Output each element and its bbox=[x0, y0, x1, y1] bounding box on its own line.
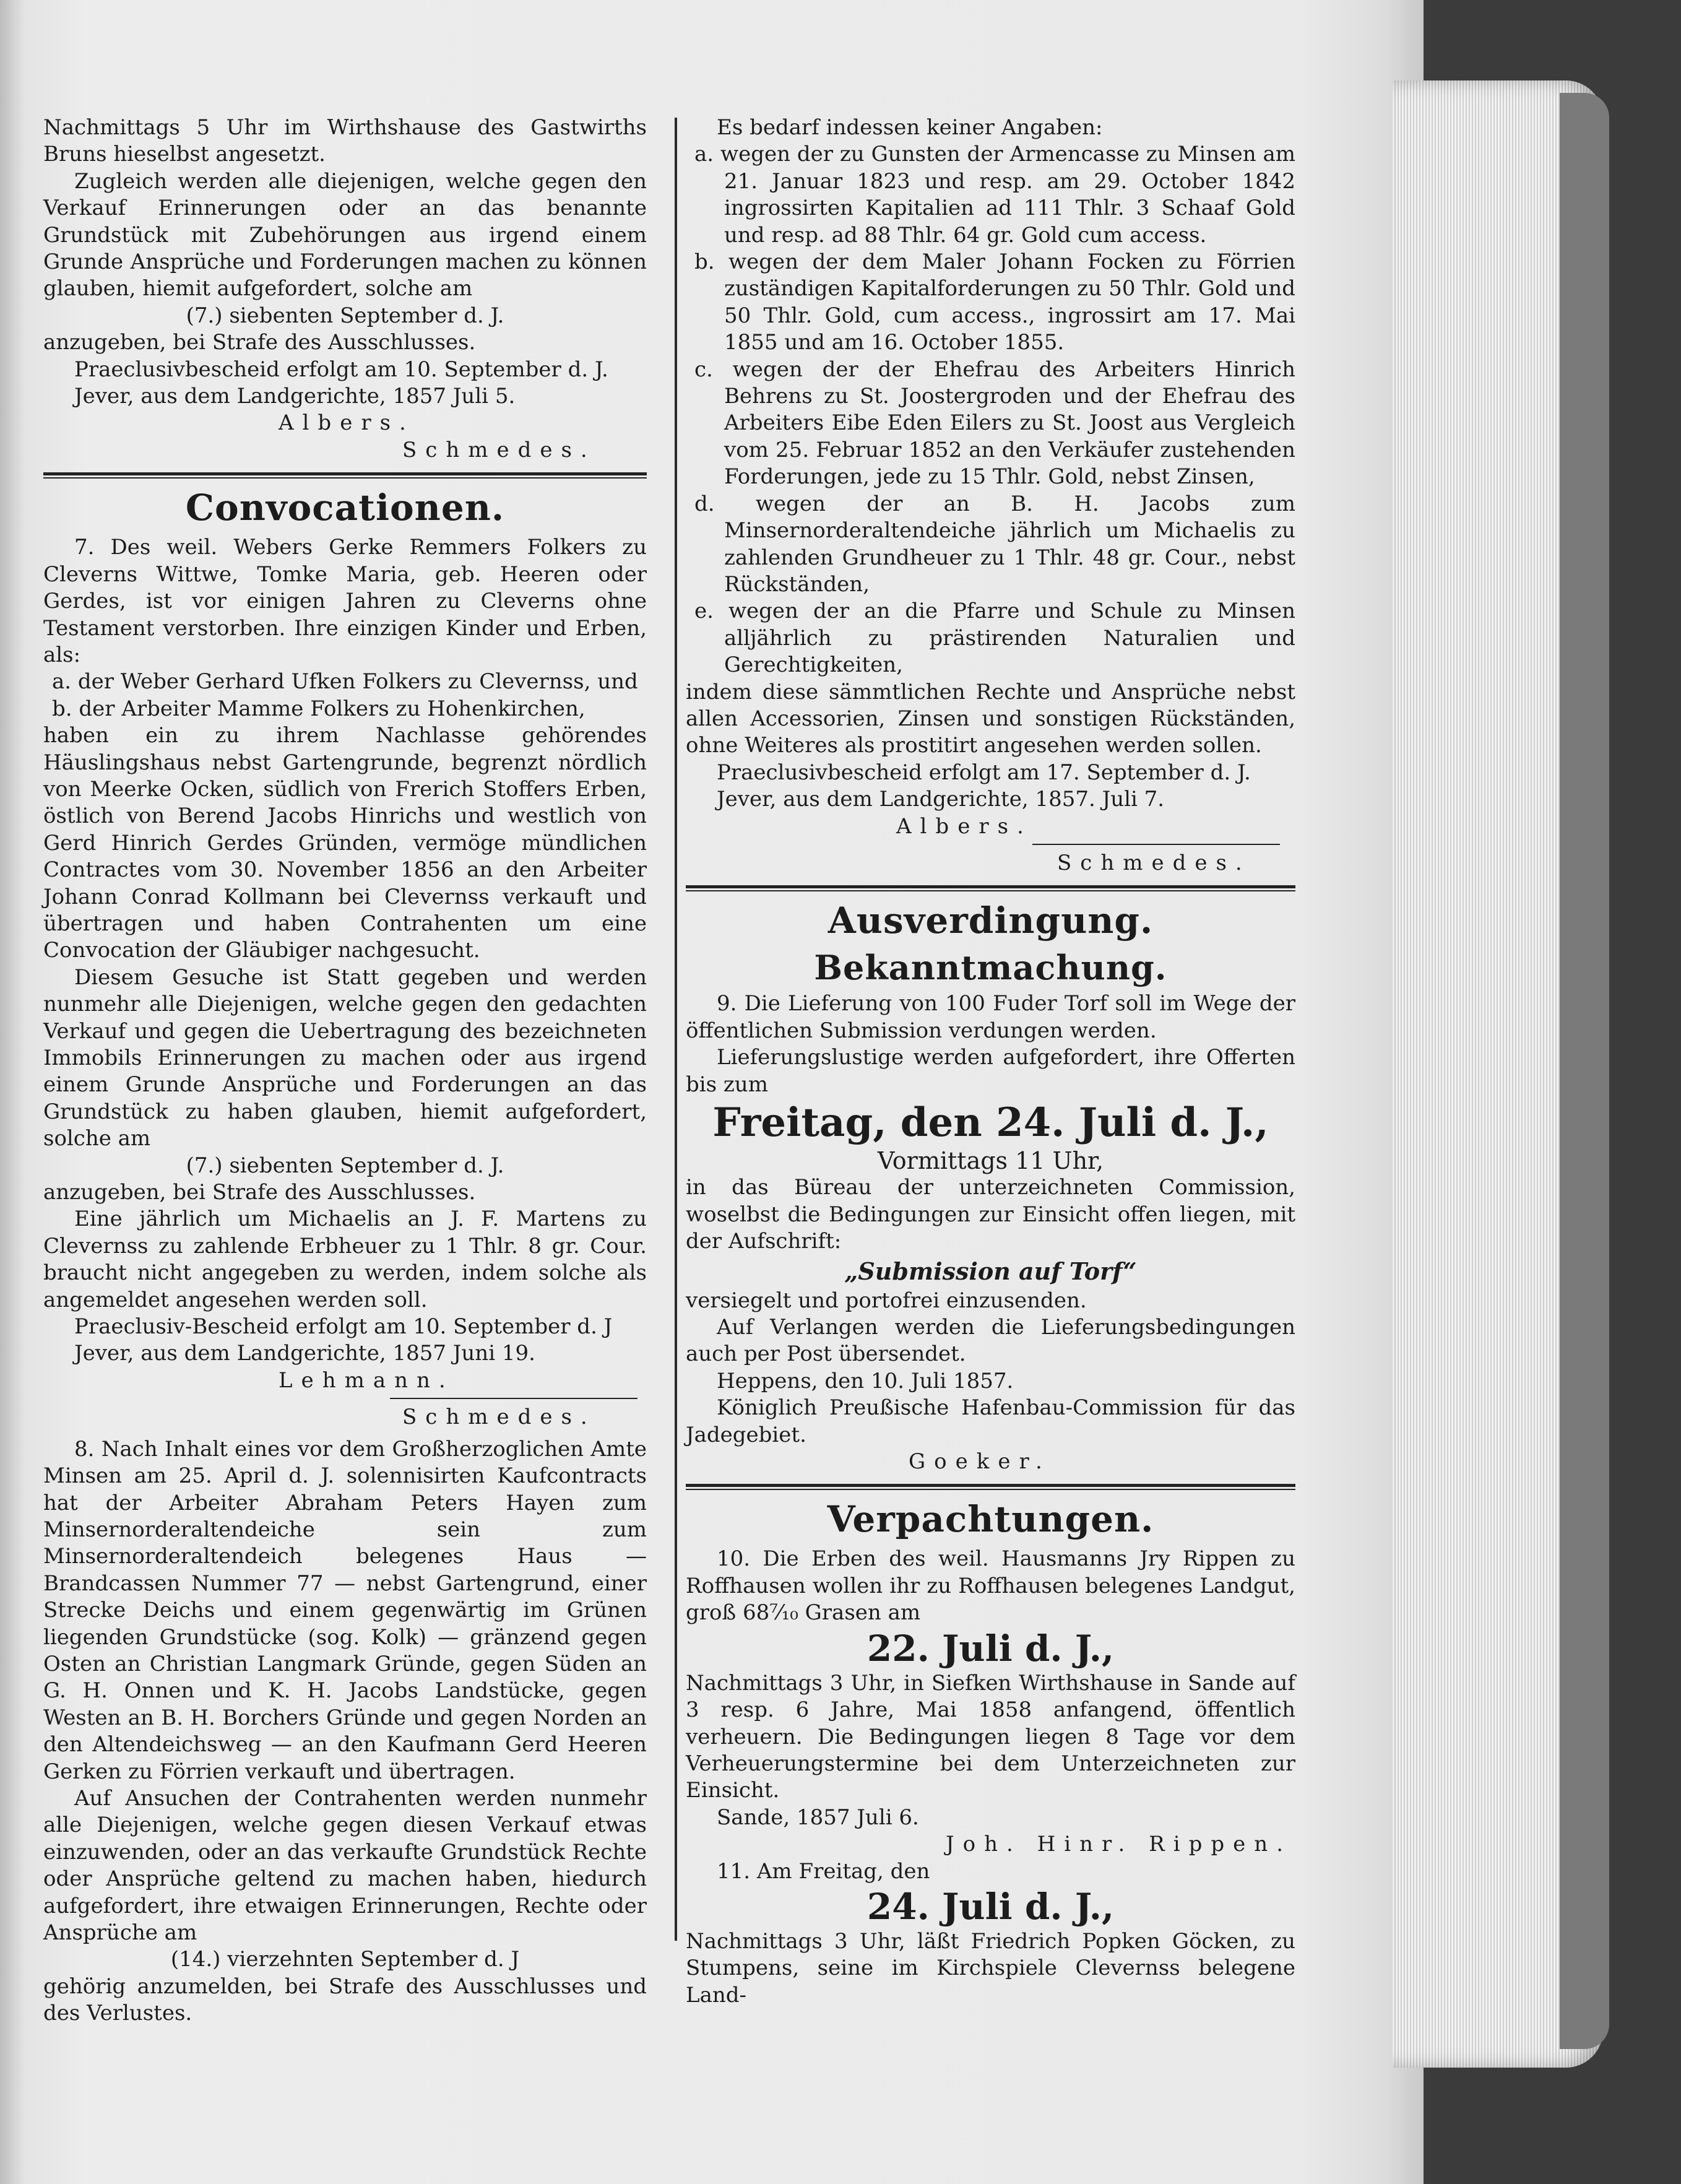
text: Jever, aus dem Landgerichte, 1857. Juli 7. bbox=[717, 787, 1165, 812]
deadline-date: (7.) siebenten September d. J. bbox=[186, 303, 504, 328]
signature: Schmedes. bbox=[402, 437, 596, 462]
text: Jever, aus dem Landgerichte, 1857 Juli 5. bbox=[74, 384, 516, 409]
column-divider bbox=[675, 118, 677, 1941]
text: Praeclusivbescheid erfolgt am 17. September d. J. bbox=[717, 760, 1251, 785]
list-item: a. wegen der zu Gunsten der Armencasse zu Minsen am 21. Januar 1823 und resp. am 29. October 1842 ingrossirten Kapitalien ad 111 Thlr. 3 Schaaf Gold und resp. ad 88 Thlr. 64 gr. Gold cum access. bbox=[694, 142, 1295, 248]
section-heading: Convocationen. bbox=[185, 487, 505, 529]
text: Auf Ansuchen der Contrahenten werden nunmehr alle Diejenigen, welche gegen diesen Verkauf etwas einzuwenden, oder an das verkaufte Grundstück Rechte oder Ansprüche geltend zu machen haben, hiedurch aufgefordert, ihre etwaigen Erinnerungen, Rechte oder Ansprüche am bbox=[43, 1785, 647, 1945]
deadline-date: (7.) siebenten September d. J. bbox=[186, 1153, 504, 1178]
signature: Albers. bbox=[896, 813, 1032, 839]
text: in das Büreau der unterzeichneten Commission, woselbst die Bedingungen zur Einsicht offen liegen, mit der Aufschrift: bbox=[686, 1175, 1295, 1254]
section-subheading: Bekanntmachung. bbox=[814, 948, 1167, 988]
text: Zugleich werden alle diejenigen, welche gegen den Verkauf Erinnerungen oder an das benannte Grundstück mit Zubehörungen aus irgend einem Grunde Ansprüche und Forderungen machen zu können glauben, hiemit aufgefordert, solche am bbox=[43, 168, 647, 301]
submission-time: Vormittags 11 Uhr, bbox=[877, 1147, 1104, 1174]
signature: Schmedes. bbox=[402, 1405, 596, 1430]
text: Eine jährlich um Michaelis an J. F. Martens zu Clevernss zu zahlende Erbheuer zu 1 Thlr. 8 gr. Cour. braucht nicht angegeben zu werden, indem solche als angemeldet angesehen werden soll. bbox=[43, 1207, 647, 1312]
notice-8: 8. Nach Inhalt eines vor dem Großherzoglichen Amte Minsen am 25. April d. J. solennisirten Kaufcontracts hat der Arbeiter Abraham Peters Hayen zum Minsernorderaltendeiche sein zum Minsernorderaltendeich belegenes Haus — Brandcassen Nummer 77 — nebst Gartengrund, einer Strecke Deichs und einem gegenwärtig im Grünen liegenden Grundstücke (sog. Kolk) — gränzend gegen Osten an Christian Langmark Gründe, gegen Süden an G. H. Onnen und K. H. Jacobs Landstücke, gegen Westen an B. H. Borchers Gründe und gegen Norden an den Altendeichsweg — an den Kaufmann Gerd Heeren Gerken zu Förrien verkauft und übertragen. bbox=[43, 1436, 647, 1784]
text: Jever, aus dem Landgerichte, 1857 Juni 19. bbox=[74, 1341, 535, 1366]
rule bbox=[1032, 844, 1280, 845]
list-item: c. wegen der der Ehefrau des Arbeiters Hinrich Behrens zu St. Joostergroden und der Ehefrau des Arbeiters Eibe Eden Eilers zu St. Joost aus Vergleich vom 25. Februar 1852 an den Verkäufer zustehenden Forderungen, jede zu 15 Thlr. Gold, nebst Zinsen, bbox=[694, 357, 1295, 490]
section-rule bbox=[686, 1484, 1295, 1490]
notice-7: 7. Des weil. Webers Gerke Remmers Folkers zu Cleverns Wittwe, Tomke Maria, geb. Heeren oder Gerdes, ist vor einigen Jahren zu Cleverns ohne Testament verstorben. Ihre einzigen Kinder und Erben, als: bbox=[43, 535, 647, 667]
text: anzugeben, bei Strafe des Ausschlusses. bbox=[43, 330, 476, 355]
inscription: „Submission auf Torf“ bbox=[844, 1257, 1137, 1285]
text: Auf Verlangen werden die Lieferungsbedingungen auch per Post übersendet. bbox=[686, 1315, 1295, 1367]
text: Nachmittags 3 Uhr, in Siefken Wirthshause in Sande auf 3 resp. 6 Jahre, Mai 1858 anfangend, öffentlich verheuern. Die Bedingungen liegen 8 Tage vor dem Verheuerungstermine bei dem Unterzeichneten zur Einsicht. bbox=[686, 1670, 1295, 1803]
text: gehörig anzumelden, bei Strafe des Ausschlusses und des Verlustes. bbox=[43, 1974, 647, 2026]
text: versiegelt und portofrei einzusenden. bbox=[686, 1288, 1087, 1313]
book-cover-edge bbox=[1560, 93, 1609, 2049]
text: Königlich Preußische Hafenbau-Commission für das Jadegebiet. bbox=[686, 1395, 1295, 1447]
list-item: e. wegen der an die Pfarre und Schule zu Minsen alljährlich zu prästirenden Naturalien und Gerechtigkeiten, bbox=[694, 599, 1295, 678]
section-heading: Verpachtungen. bbox=[827, 1498, 1154, 1541]
text: Nachmittags 3 Uhr, läßt Friedrich Popken Göcken, zu Stumpens, seine im Kirchspiele Clevernss belegene Land- bbox=[686, 1928, 1295, 2008]
lease-date: 22. Juli d. J., bbox=[866, 1627, 1115, 1670]
signature: Joh. Hinr. Rippen. bbox=[946, 1832, 1292, 1857]
deadline-date: (14.) vierzehnten September d. J bbox=[170, 1947, 520, 1972]
section-rule bbox=[43, 472, 647, 479]
section-rule bbox=[686, 885, 1295, 891]
notice-10: 10. Die Erben des weil. Hausmanns Jry Rippen zu Roffhausen wollen ihr zu Roffhausen belegenes Landgut, groß 68⁷⁄₁₀ Grasen am bbox=[686, 1546, 1295, 1626]
lease-date: 24. Juli d. J., bbox=[866, 1885, 1115, 1928]
text: anzugeben, bei Strafe des Ausschlusses. bbox=[43, 1180, 476, 1205]
signature: Lehmann. bbox=[279, 1367, 454, 1393]
left-column bbox=[43, 115, 647, 2027]
submission-date: Freitag, den 24. Juli d. J., bbox=[712, 1099, 1269, 1146]
text: indem diese sämmtlichen Rechte und Ansprüche nebst allen Accessorien, Zinsen und sonstigen Rückständen, ohne Weiteres als prostitirt angesehen werden sollen. bbox=[686, 679, 1295, 758]
list-item: d. wegen der an B. H. Jacobs zum Minsernorderaltendeiche jährlich um Michaelis zu zahlenden Grundheuer zu 1 Thlr. 48 gr. Cour., nebst Rückständen, bbox=[694, 491, 1295, 597]
text: Es bedarf indessen keiner Angaben: bbox=[717, 115, 1103, 140]
list-item: b. der Arbeiter Mamme Folkers zu Hohenkirchen, bbox=[52, 696, 586, 721]
text: Praeclusivbescheid erfolgt am 10. September d. J. bbox=[74, 357, 608, 382]
signature: Albers. bbox=[279, 410, 415, 436]
text: Praeclusiv-Bescheid erfolgt am 10. September d. J bbox=[74, 1314, 613, 1340]
text: Nachmittags 5 Uhr im Wirthshause des Gastwirths Bruns hieselbst angesetzt. bbox=[43, 115, 647, 167]
notice-9: 9. Die Lieferung von 100 Fuder Torf soll im Wege der öffentlichen Submission verdungen werden. bbox=[686, 991, 1295, 1043]
signature: Schmedes. bbox=[1057, 850, 1251, 875]
text: Heppens, den 10. Juli 1857. bbox=[717, 1368, 1014, 1393]
right-column bbox=[686, 115, 1295, 2009]
text: Lieferungslustige werden aufgefordert, ihre Offerten bis zum bbox=[686, 1045, 1295, 1097]
text: Diesem Gesuche ist Statt gegeben und werden nunmehr alle Diejenigen, welche gegen den gedachten Verkauf und gegen die Uebertragung des bezeichneten Immobils Erinnerungen zu machen oder aus irgend einem Grunde Ansprüche und Forderungen an das Grundstück zu haben glauben, hiemit aufgefordert, solche am bbox=[43, 964, 647, 1151]
section-heading: Ausverdingung. bbox=[828, 899, 1154, 942]
notice-11: 11. Am Freitag, den bbox=[717, 1858, 930, 1884]
text: Sande, 1857 Juli 6. bbox=[717, 1805, 919, 1830]
text: haben ein zu ihrem Nachlasse gehörendes Häuslingshaus nebst Gartengrunde, begrenzt nördlich von Meerke Ocken, südlich von Frerich Stoffers Erben, östlich von Berend Jacobs Hinrichs und westlich von Gerd Hinrich Gerdes Gründen, vermöge mündlichen Contractes vom 30. November 1856 an den Arbeiter Johann Conrad Kollmann bei Clevernss verkauft und übertragen und haben Contrahenten um eine Convocation der Gläubiger nachgesucht. bbox=[43, 723, 647, 963]
signature: Goeker. bbox=[909, 1449, 1051, 1475]
rule bbox=[390, 1398, 637, 1399]
list-item: b. wegen der dem Maler Johann Focken zu Förrien zuständigen Kapitalforderungen zu 50 Thlr. Gold und 50 Thlr. Gold, cum access., ingrossirt am 17. Mai 1855 und am 16. October 1855. bbox=[694, 249, 1295, 355]
list-item: a. der Weber Gerhard Ufken Folkers zu Clevernss, und bbox=[52, 669, 638, 695]
